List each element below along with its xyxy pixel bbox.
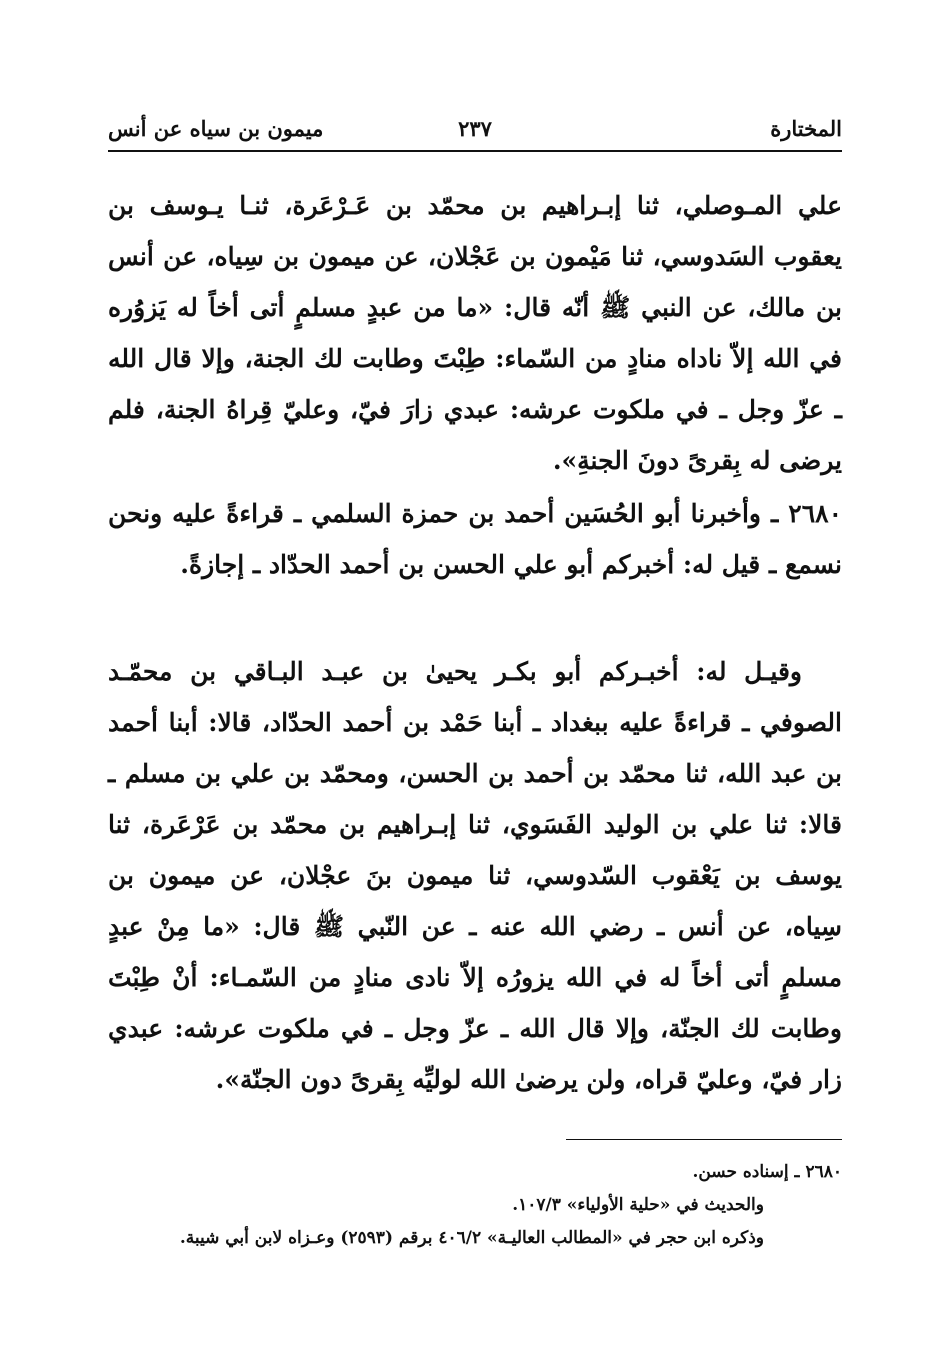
body-paragraph-1: علي المـوصلي، ثنا إبـراهيم بن محمّد بن عَـرْعَرة، ثنـا يـوسف بن يعقوب السَدوسي، ثنا مَيْمون بن عَجْلان، عن ميمون بن سِياه، عن أنس بن مالك، عن النبي ﷺ أنّه قال: «ما من عبدٍ مسلمٍ أتى أخاً له يَزوُره في الله إلاّ ناداه منادٍ من السّماء: طِبْتَ وطابت لك الجنة، وإلا قال الله ـ عزّ وجل ـ في ملكوت عرشه: عبدي زارَ فيّ، وعليّ قِراهُ الجنة، فلم يرضى له بِقرىً دونَ الجنةِ». [108,191,842,475]
page-number: ٢٣٧ [458,116,492,141]
footnote-line-1: ٢٦٨٠ ـ إسناده حسن. [692,1162,842,1182]
book-title: المختارة [770,116,842,141]
footnote-line-2: والحديث في «حلية الأولياء» ١٠٧/٣. [512,1195,764,1215]
footnote-line-3: وذكره ابن حجر في «المطالب العاليـة» ٤٠٦/٢ برقم (٢٥٩٣) وعـزاه لابن أبي شيبة. [179,1228,764,1248]
body-paragraph-3: وقيـل له: أخبـركم أبو بكـر يحيىٰ بن عبـد البـاقي بن محمّـد الصوفي ـ قراءةً عليه ببغداد ـ أبنا حَمْد بن أحمد الحدّاد، قالا: أبنا أحمد بن عبد الله، ثنا محمّد بن أحمد بن الحسن، ومحمّد بن علي بن مسلم ـ قالا: ثنا علي بن الوليد الفَسَوي، ثنا إبـراهيم بن محمّد بن عَرْعَرة، ثنا يوسف بن يَعْقوب السّدوسي، ثنا ميمون بنَ عجْلان، عن ميمون بن سِياه، عن أنس ـ رضي الله عنه ـ عن النّبي ﷺ قال: «ما مِنْ عبدٍ مسلمٍ أتى أخاً له في الله يزورُه إلاّ نادى منادٍ من السّمـاء: أنْ طِبْتَ وطابت لك الجنّة، وإلا قال الله ـ عزّ وجل ـ في ملكوت عرشه: عبدي زار فيّ، وعليّ قراه، ولن يرضىٰ الله لوليِّه بِقرىً دون الجنّة». [108,657,842,1094]
header-divider [108,150,842,152]
footnote-divider [566,1139,842,1140]
running-header [108,114,842,148]
body-paragraph-2: ٢٦٨٠ ـ وأخبرنا أبو الحُسَين أحمد بن حمزة السلمي ـ قراءةً عليه ونحن نسمع ـ قيل له: أخبركم أبو علي الحسن بن أحمد الحدّاد ـ إجازةً. [108,499,842,579]
footnotes [108,1156,842,1255]
chapter-title: ميمون بن سياه عن أنس [108,116,324,141]
